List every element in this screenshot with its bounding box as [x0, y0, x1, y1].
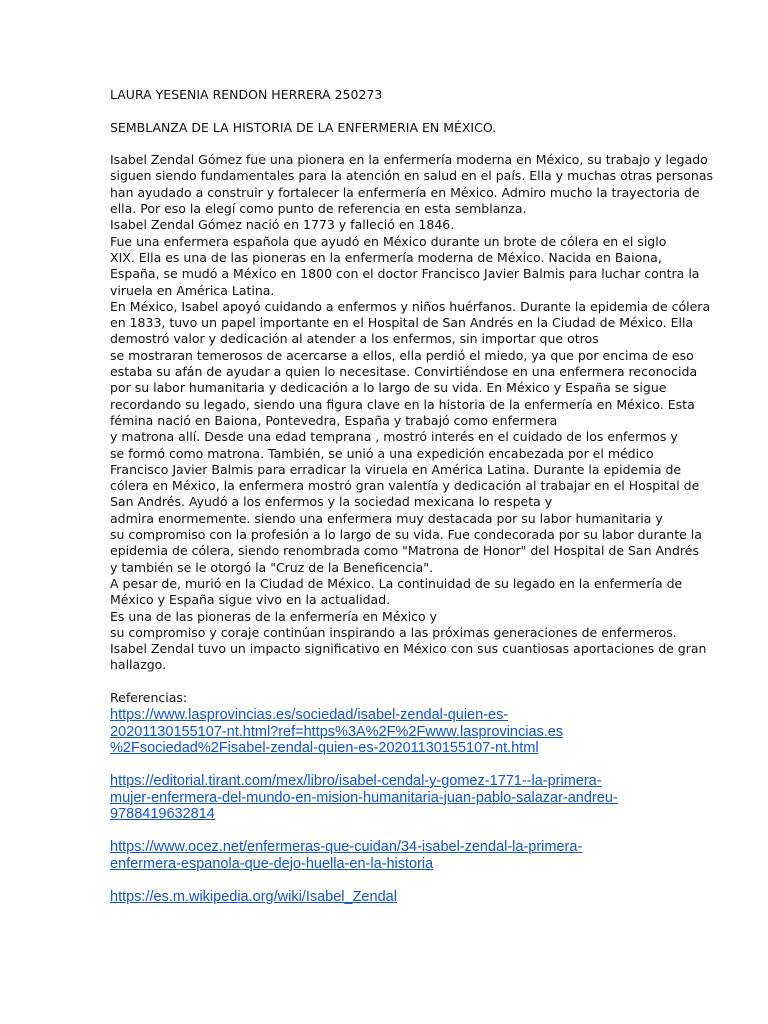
body-line: y matrona allí. Desde una edad temprana , mostró interés en el cuidado de los enfermos y [110, 429, 678, 445]
body-line: Isabel Zendal Gómez nació en 1773 y falleció en 1846. [110, 217, 455, 233]
body-line: demostró valor y dedicación al atender a los enfermos, sin importar que otros [110, 331, 599, 347]
reference-gap [110, 872, 670, 889]
body-line: epidemia de cólera, siendo renombrada como "Matrona de Honor" del Hospital de San Andrés [110, 543, 699, 559]
body-line: A pesar de, murió en la Ciudad de México. La continuidad de su legado en la enfermería de [110, 575, 683, 591]
blank-line [110, 136, 670, 152]
reference-link-line[interactable]: https://www.lasprovincias.es/sociedad/isabel-zendal-quien-es- [110, 707, 509, 723]
body-line: cólera en México, la enfermera mostró gran valentía y dedicación al trabajar en el Hospital de [110, 478, 700, 494]
body-line: Isabel Zendal Gómez fue una pionera en la enfermería moderna en México, su trabajo y legado [110, 152, 708, 168]
blank-line [110, 674, 670, 690]
body-line: Francisco Javier Balmis para erradicar la viruela en América Latina. Durante la epidemia de [110, 461, 682, 477]
reference-link-line[interactable]: enfermera-espanola-que-dejo-huella-en-la-historia [110, 855, 434, 872]
reference-link[interactable] [110, 773, 670, 823]
body-line: San Andrés. Ayudó a los enfermos y la sociedad mexicana lo respeta y [110, 494, 553, 510]
reference-link-line[interactable]: 9788419632814 [110, 806, 215, 822]
body-line: Fue una enfermera española que ayudó en México durante un brote de cólera en el siglo [110, 233, 667, 249]
body-line: han ayudado a construir y fortalecer la enfermería en México. Admiro mucho la trayectoria de [110, 184, 700, 200]
body-line: ella. Por eso la elegí como punto de referencia en esta semblanza. [110, 201, 527, 217]
body-line: en 1833, tuvo un papel importante en el Hospital de San Andrés en la Ciudad de México. Ella [110, 315, 694, 331]
reference-link-line[interactable]: %2Fsociedad%2Fisabel-zendal-quien-es-20201130155107-nt.html [110, 740, 539, 756]
blank-line [110, 103, 670, 119]
references-list [110, 707, 670, 905]
reference-link-line[interactable]: https://editorial.tirant.com/mex/libro/isabel-cendal-y-gomez-1771--la-primera- [110, 773, 602, 789]
body-line: Es una de las pioneras de la enfermería en México y [110, 608, 438, 624]
reference-link[interactable] [110, 707, 670, 757]
author-line: LAURA YESENIA RENDON HERRERA 250273 [110, 87, 383, 102]
body-line: fémina nació en Baiona, Pontevedra, España y trabajó como enfermera [110, 412, 558, 428]
body-line: hallazgo. [110, 657, 167, 673]
body-line: estaba su afán de ayudar a quien lo necesitase. Convirtiéndose en una enfermera reconocida [110, 364, 698, 380]
body-line: recordando su legado, siendo una figura clave en la historia de la enfermería en México. Esta [110, 396, 695, 412]
body-line: España, se mudó a México en 1800 con el doctor Francisco Javier Balmis para luchar contra la [110, 266, 700, 282]
body-line: XIX. Ella es una de las pioneras en la enfermería moderna de México. Nacida en Baiona, [110, 249, 662, 265]
body-line: por su labor humanitaria y dedicación a lo largo de su vida. En México y España se sigue [110, 380, 667, 396]
references-label: Referencias: [110, 689, 188, 705]
body-line: viruela en América Latina. [110, 282, 275, 298]
reference-link-line[interactable]: 20201130155107-nt.html?ref=https%3A%2F%2Fwww.lasprovincias.es [110, 723, 564, 740]
body-line: admira enormemente. siendo una enfermera muy destacada por su labor humanitaria y [110, 510, 663, 526]
body-line: siguen siendo fundamentales para la atención en salud en el país. Ella y muchas otras personas [110, 168, 714, 184]
body-line: se mostraran temerosos de acercarse a ellos, ella perdió el miedo, ya que por encima de eso [110, 347, 694, 363]
reference-link-line[interactable]: mujer-enfermera-del-mundo-en-mision-humanitaria-juan-pablo-salazar-andreu- [110, 789, 618, 806]
body-line: su compromiso con la profesión a lo largo de su vida. Fue condecorada por su labor durante la [110, 527, 702, 543]
reference-link[interactable] [110, 889, 670, 906]
reference-gap [110, 823, 670, 840]
reference-link-line[interactable]: https://www.ocez.net/enfermeras-que-cuidan/34-isabel-zendal-la-primera- [110, 839, 583, 855]
body-paragraphs [110, 152, 714, 674]
document-body [110, 87, 714, 706]
body-line: se formó como matrona. También, se unió a una expedición encabezada por el médico [110, 445, 654, 461]
body-line: y también se le otorgó la "Cruz de la Beneficencia". [110, 559, 433, 575]
body-line: En México, Isabel apoyó cuidando a enfermos y niños huérfanos. Durante la epidemia de cólera [110, 298, 711, 314]
body-line: su compromiso y coraje continúan inspirando a las próximas generaciones de enfermeros. [110, 624, 677, 640]
document-title: SEMBLANZA DE LA HISTORIA DE LA ENFERMERIA EN MÉXICO. [110, 119, 497, 135]
body-line: Isabel Zendal tuvo un impacto significativo en México con sus cuantiosas aportaciones de gran [110, 641, 707, 657]
body-line: México y España sigue vivo en la actualidad. [110, 592, 391, 608]
reference-link-line[interactable]: https://es.m.wikipedia.org/wiki/Isabel_Zendal [110, 888, 397, 905]
reference-gap [110, 757, 670, 774]
reference-link[interactable] [110, 839, 670, 872]
